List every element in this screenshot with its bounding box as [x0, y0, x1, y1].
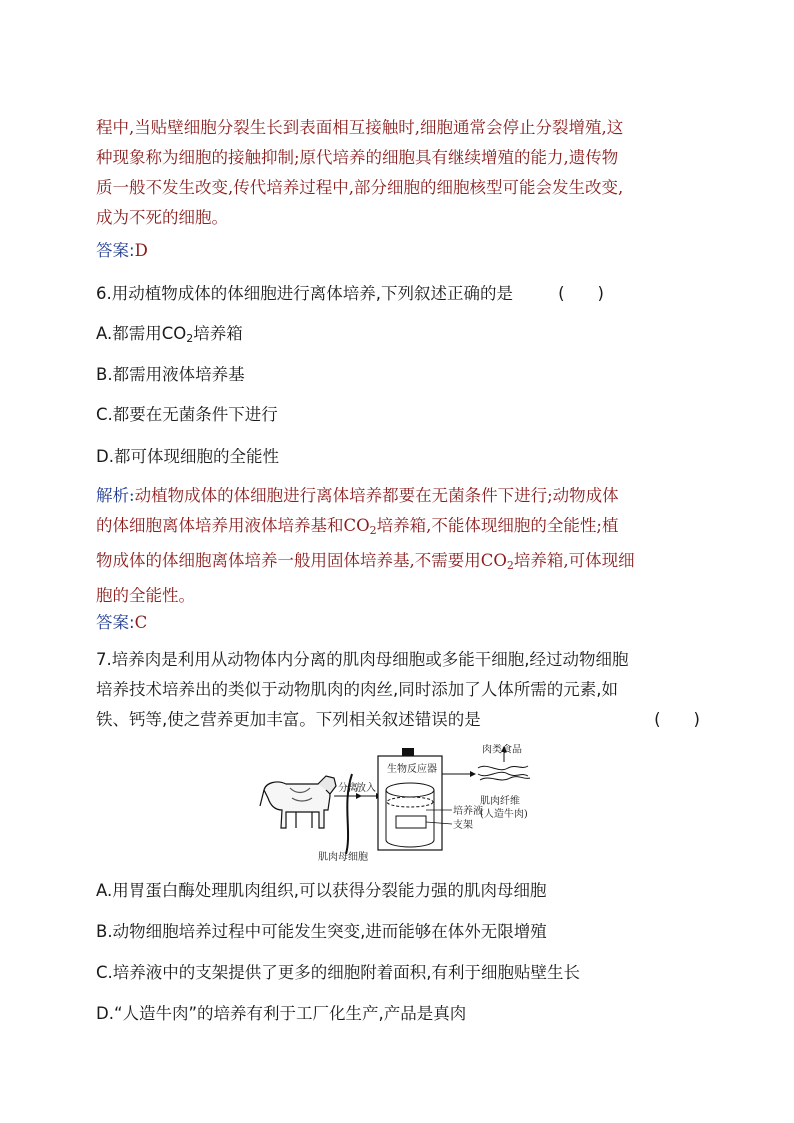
question-7-line-last — [96, 705, 700, 735]
answer-label: 答案 — [96, 241, 129, 260]
answer-bracket: ( ) — [558, 284, 604, 303]
explanation-line: 成为不死的细胞。 — [96, 208, 228, 227]
analysis-text: 培养箱,可体现细 — [513, 551, 635, 570]
question-6-option-a — [96, 323, 243, 350]
answer-label: 答案 — [96, 613, 129, 632]
question-7-line: 培养技术培养出的类似于动物肌肉的肉丝,同时添加了人体所需的元素,如 — [96, 680, 618, 699]
analysis-line — [96, 546, 700, 581]
question-7-line: 7.培养肉是利用从动物体内分离的肌肉母细胞或多能干细胞,经过动物细胞 — [96, 650, 629, 669]
label-meat-food: 肉类食品 — [482, 744, 522, 756]
answer-value: C — [134, 613, 148, 632]
label-bioreactor: 生物反应器 — [387, 764, 437, 775]
subscript: 2 — [506, 559, 514, 572]
option-a-text: A.都需用CO — [96, 324, 187, 343]
analysis-line: 胞的全能性。 — [96, 586, 195, 605]
arrow-head-icon — [470, 771, 476, 777]
analysis-text: 培养箱,不能体现细胞的全能性;植 — [376, 516, 619, 535]
answer-colon: : — [129, 613, 135, 632]
question-6-stem — [96, 279, 700, 309]
label-medium: 培养液 — [453, 806, 483, 817]
question-7-option-d: D.“人造牛肉”的培养有利于工厂化生产,产品是真肉 — [96, 1004, 467, 1023]
analysis-line — [96, 481, 700, 511]
label-support: 支架 — [453, 820, 473, 831]
answer-5 — [96, 240, 148, 262]
label-fiber-2: (人造牛肉) — [480, 809, 528, 820]
bioreactor — [378, 748, 442, 850]
label-fiber-1: 肌肉纤维 — [480, 796, 520, 807]
answer-6 — [96, 612, 147, 634]
label-myoblast: 肌肉母细胞 — [318, 852, 368, 863]
question-7-stem — [96, 645, 700, 735]
analysis-6 — [96, 481, 700, 611]
question-7-option-a: A.用胃蛋白酶处理肌肉组织,可以获得分裂能力强的肌肉母细胞 — [96, 881, 547, 900]
analysis-text: 的体细胞离体培养用液体培养基和CO — [96, 516, 370, 535]
explanation-line: 质一般不发生改变,传代培养过程中,部分细胞的细胞核型可能会发生改变, — [96, 178, 624, 197]
answer-colon: : — [129, 241, 135, 260]
question-6-option-d: D.都可体现细胞的全能性 — [96, 447, 279, 466]
muscle-fibers — [478, 766, 530, 780]
cultured-meat-diagram — [256, 744, 556, 866]
question-6-text: 6.用动植物成体的体细胞进行离体培养,下列叙述正确的是 — [96, 284, 513, 303]
analysis-line — [96, 511, 700, 546]
analysis-text: 动植物成体的体细胞进行离体培养都要在无菌条件下进行;动物成体 — [134, 486, 619, 505]
cow-illustration — [260, 776, 336, 828]
subscript: 2 — [369, 524, 377, 537]
subscript: 2 — [186, 332, 194, 345]
question-6-option-b: B.都需用液体培养基 — [96, 365, 245, 384]
label-put-in: 放入 — [356, 783, 376, 794]
question-7-text: 铁、钙等,使之营养更加丰富。下列相关叙述错误的是 — [96, 710, 481, 729]
question-7-option-c: C.培养液中的支架提供了更多的细胞附着面积,有利于细胞贴壁生长 — [96, 963, 581, 982]
analysis-label: 解析 — [96, 486, 129, 505]
explanation-line: 种现象称为细胞的接触抑制;原代培养的细胞具有继续增殖的能力,遗传物 — [96, 148, 619, 167]
label-separate: 分离 — [338, 783, 358, 794]
answer-bracket: ( ) — [654, 710, 700, 729]
question-7-option-b: B.动物细胞培养过程中可能发生突变,进而能够在体外无限增殖 — [96, 922, 547, 941]
previous-explanation — [96, 113, 700, 233]
explanation-line: 程中,当贴壁细胞分裂生长到表面相互接触时,细胞通常会停止分裂增殖,这 — [96, 118, 624, 137]
analysis-colon: : — [129, 486, 135, 505]
answer-value: D — [134, 241, 148, 260]
option-a-text-end: 培养箱 — [193, 324, 243, 343]
analysis-text: 物成体的体细胞离体培养一般用固体培养基,不需要用CO — [96, 551, 507, 570]
question-6-option-c: C.都要在无菌条件下进行 — [96, 405, 278, 424]
